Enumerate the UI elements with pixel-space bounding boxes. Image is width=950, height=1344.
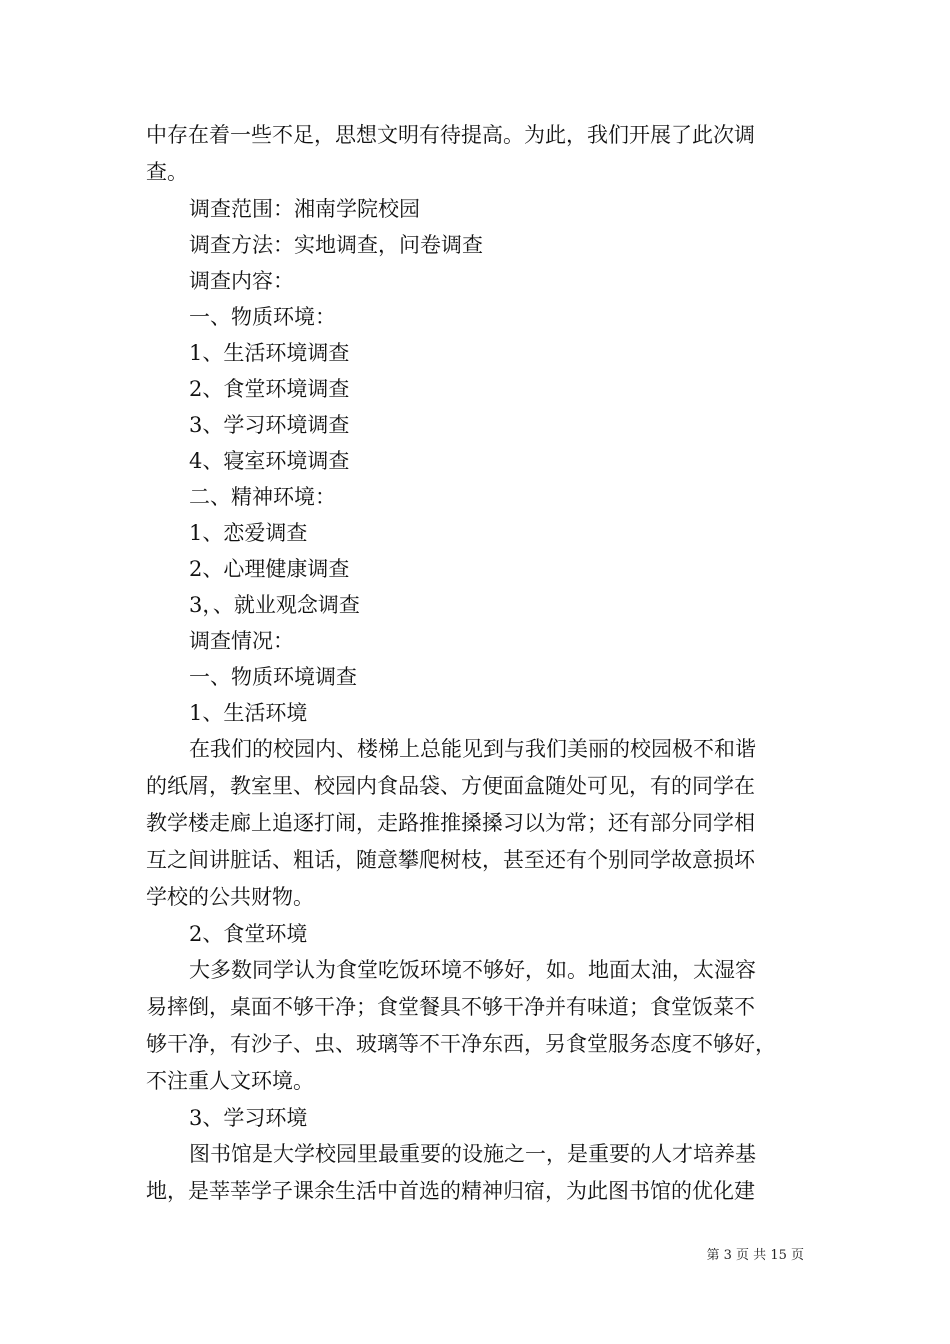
text-line: 教学楼走廊上追逐打闹，走路推推搡搡习以为常；还有部分同学相 <box>146 811 755 835</box>
study-paragraph <box>146 1136 810 1210</box>
situation-heading: 调查情况： <box>189 629 294 653</box>
list-item: 4、寝室环境调查 <box>189 449 350 473</box>
text-line: 中存在着一些不足，思想文明有待提高。为此，我们开展了此次调 <box>146 123 755 147</box>
material-survey-heading: 一、物质环境调查 <box>189 665 357 689</box>
survey-method: 调查方法：实地调查，问卷调查 <box>189 233 483 257</box>
text-line: 在我们的校园内、楼梯上总能见到与我们美丽的校园极不和谐 <box>189 737 756 761</box>
text-line: 大多数同学认为食堂吃饭环境不够好，如。地面太油，太湿容 <box>189 958 756 982</box>
living-paragraph <box>146 731 810 916</box>
text-line: 够干净，有沙子、虫、玻璃等不干净东西，另食堂服务态度不够好， <box>146 1032 776 1056</box>
list-item: 3、学习环境调查 <box>189 413 350 437</box>
canteen-paragraph <box>146 952 810 1100</box>
text-line: 图书馆是大学校园里最重要的设施之一，是重要的人才培养基 <box>189 1142 756 1166</box>
list-item: 1、恋爱调查 <box>189 521 308 545</box>
survey-content-heading: 调查内容： <box>189 269 294 293</box>
intro-paragraph <box>146 117 810 191</box>
page-number-footer: 第 3 页 共 15 页 <box>706 1248 804 1263</box>
list-item: 1、生活环境调查 <box>189 341 350 365</box>
text-line: 易摔倒，桌面不够干净；食堂餐具不够干净并有味道；食堂饭菜不 <box>146 995 755 1019</box>
list-item: 2、心理健康调查 <box>189 557 350 581</box>
material-heading: 一、物质环境： <box>189 305 336 329</box>
list-item: 3，、就业观念调查 <box>189 593 360 617</box>
living-heading: 1、生活环境 <box>189 701 308 725</box>
page-body <box>146 117 810 1210</box>
survey-scope: 调查范围：湘南学院校园 <box>189 197 420 221</box>
text-line: 查。 <box>146 160 188 184</box>
study-heading: 3、学习环境 <box>189 1106 308 1130</box>
list-item: 2、食堂环境调查 <box>189 377 350 401</box>
canteen-heading: 2、食堂环境 <box>189 922 308 946</box>
text-line: 互之间讲脏话、粗话，随意攀爬树枝，甚至还有个别同学故意损坏 <box>146 848 755 872</box>
text-line: 学校的公共财物。 <box>146 885 314 909</box>
text-line: 的纸屑，教室里、校园内食品袋、方便面盒随处可见，有的同学在 <box>146 774 755 798</box>
spirit-heading: 二、精神环境： <box>189 485 336 509</box>
text-line: 地，是莘莘学子课余生活中首选的精神归宿，为此图书馆的优化建 <box>146 1179 755 1203</box>
text-line: 不注重人文环境。 <box>146 1069 314 1093</box>
